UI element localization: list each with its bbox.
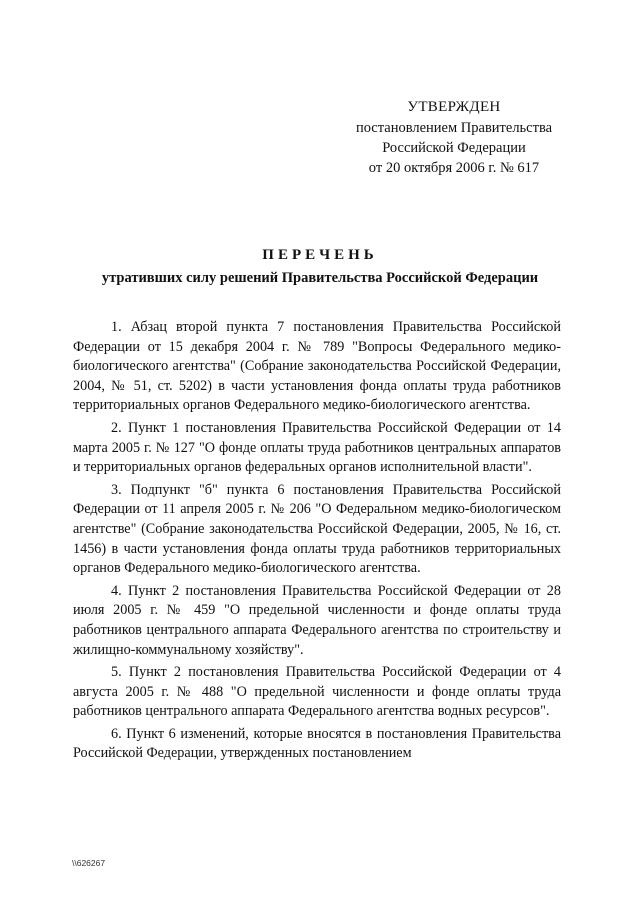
approval-line-1: постановлением Правительства xyxy=(355,120,553,136)
list-item: 6. Пункт 6 изменений, которые вносятся в постановления Правительства Российской Федерации, утвержденных постановлением xyxy=(73,725,561,762)
footer-document-code: \\626267 xyxy=(72,858,106,868)
approval-block xyxy=(348,97,560,178)
list-item: 1. Абзац второй пункта 7 постановления Правительства Российской Федерации от 15 декабря 2004 г. № 789 "Вопросы Федерального медико-биологического агентства" (Собрание законодательства Российской Федерации, 2004, № 51, ст. 5202) в части установления фонда оплаты труда работников территориальных органов Федерального медико-биологического агентства. xyxy=(73,319,561,414)
document-body xyxy=(73,318,561,767)
document-title: ПЕРЕЧЕНЬ xyxy=(262,247,378,263)
list-item: 5. Пункт 2 постановления Правительства Российской Федерации от 4 августа 2005 г. № 488 "О предельной численности и фонде оплаты труда работников центрального аппарата Федерального агентства водных ресурсов". xyxy=(73,664,561,720)
list-item: 2. Пункт 1 постановления Правительства Российской Федерации от 14 марта 2005 г. № 127 "О фонде оплаты труда работников центральных аппаратов и территориальных органов федеральных органов исполнительной власти". xyxy=(73,419,561,476)
approval-line-3: от 20 октября 2006 г. № 617 xyxy=(368,160,540,176)
document-subtitle: утративших силу решений Правительства Российской Федерации xyxy=(101,270,539,286)
list-item: 4. Пункт 2 постановления Правительства Российской Федерации от 28 июля 2005 г. № 459 "О предельной численности и фонде оплаты труда работников центрального аппарата Федерального агентства по строительству и жилищно-коммунальному хозяйству". xyxy=(73,582,561,658)
approved-label: УТВЕРЖДЕН xyxy=(407,99,501,115)
approval-line-2: Российской Федерации xyxy=(382,140,526,156)
list-item: 3. Подпункт "б" пункта 6 постановления Правительства Российской Федерации от 11 апреля 2005 г. № 206 "О Федеральном медико-биологическом агентстве" (Собрание законодательства Российской Федерации, 2005, № 16, ст. 1456) в части установления фонда оплаты труда работников территориальных органов Федерального медико-биологического агентства. xyxy=(73,481,561,577)
